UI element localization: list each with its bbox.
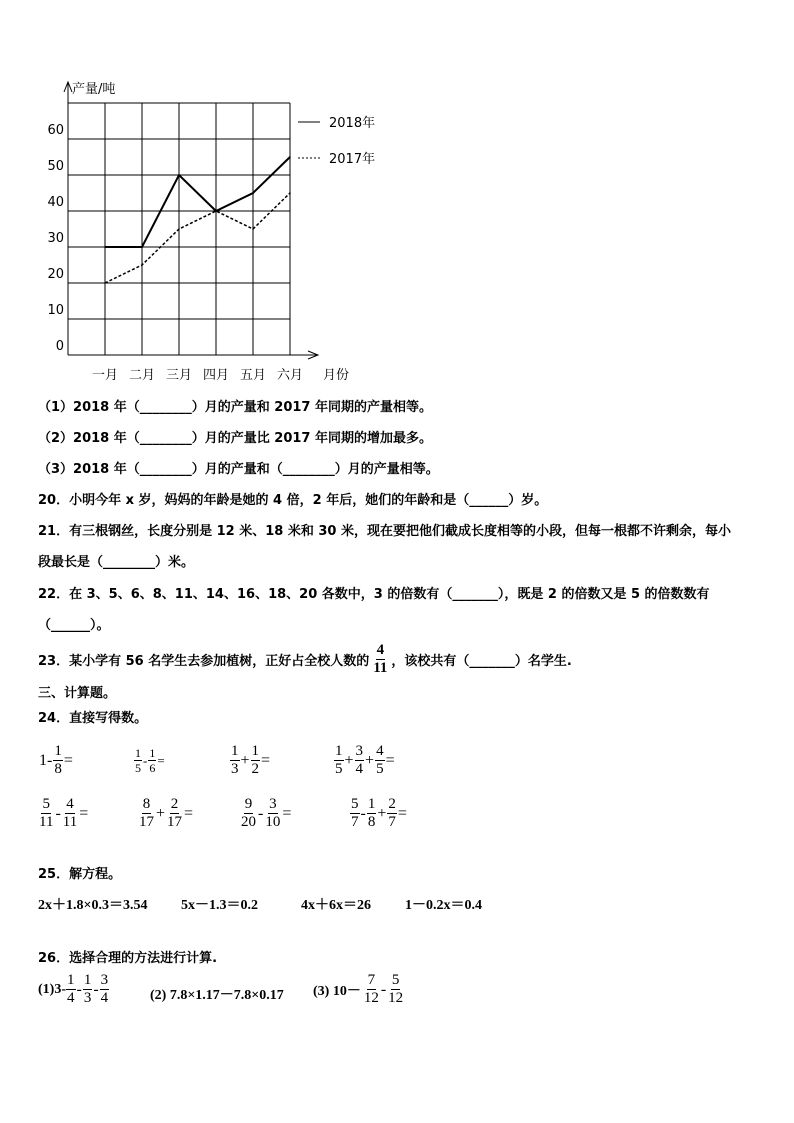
x-category-label: 一月 (91, 368, 119, 383)
q24-r2-c: $\frac{9}{20}$ - $\frac{3}{10}$ = (241, 796, 292, 830)
q24-r1-d: $\frac{1}{5}$ + $\frac{3}{4}$ + $\frac{4}{5}$ = (335, 743, 395, 777)
x-category-label: 五月 (239, 368, 267, 383)
section-3-heading: 三、计算题。 (38, 686, 117, 701)
q19-part3: （3）2018 年（________）月的产量和（________）月的产量相等。 (38, 462, 439, 477)
y-tick-label: 50 (47, 159, 64, 174)
equation-3: 4x＋6x＝26 (301, 898, 371, 913)
data-point-2017年-二月 (141, 264, 143, 266)
data-point-2018年-二月 (141, 246, 143, 248)
y-tick-label: 40 (47, 195, 64, 210)
y-axis-label: 产量/吨 (72, 82, 116, 97)
legend-label: 2018年 (329, 116, 376, 131)
data-point-2017年-六月 (289, 192, 291, 194)
legend-label: 2017年 (329, 152, 376, 167)
series-line-2017年 (105, 193, 290, 283)
q24-r1-a: 1- $\frac{1}{8}$ = (39, 743, 73, 777)
q24-r2-d: $\frac{5}{7}$ - $\frac{1}{8}$ + $\frac{2}{7}$ = (351, 796, 407, 830)
q26-expr-3: (3) 10－ $\frac{7}{12}$ - $\frac{5}{12}$ (313, 972, 404, 1006)
question-22-line2: （______）。 (38, 618, 110, 633)
data-point-2018年-五月 (252, 192, 254, 194)
equation-2: 5x－1.3＝0.2 (181, 898, 258, 913)
q24-r1-c: $\frac{1}{3}$ + $\frac{1}{2}$ = (231, 743, 271, 777)
question-26-title: 26．选择合理的方法进行计算. (38, 951, 218, 966)
y-tick-label: 30 (47, 231, 64, 246)
q24-r1-b: $\frac{1}{5}$ - $\frac{1}{6}$ = (135, 746, 165, 775)
q23-text-before: 23．某小学有 56 名学生去参加植树，正好占全校人数的 (38, 654, 370, 669)
q19-part1: （1）2018 年（________）月的产量和 2017 年同期的产量相等。 (38, 400, 432, 415)
data-point-2017年-五月 (252, 228, 254, 230)
y-tick-label: 0 (55, 339, 64, 354)
x-category-label: 六月 (276, 368, 304, 383)
x-category-labels (92, 368, 303, 383)
x-category-label: 二月 (128, 368, 156, 383)
x-category-label: 三月 (165, 368, 193, 383)
x-axis-label: 月份 (323, 368, 350, 383)
q24-r2-b: $\frac{8}{17}$ + $\frac{2}{17}$ = (139, 796, 194, 830)
y-tick-label: 10 (47, 303, 64, 318)
y-tick-label: 20 (47, 267, 64, 282)
series-line-2018年 (105, 157, 290, 247)
y-tick-label: 60 (47, 123, 64, 138)
q26-expr-2: (2) 7.8×1.17－7.8×0.17 (150, 988, 284, 1003)
equation-1: 2x＋1.8×0.3＝3.54 (38, 898, 148, 913)
equation-4: 1－0.2x＝0.4 (405, 898, 482, 913)
q23-fraction: $\frac{4}{11}$ (373, 642, 388, 676)
data-point-2017年-四月 (215, 210, 217, 212)
q23-text-after: ，该校共有（_______）名学生. (391, 654, 572, 669)
question-20: 20．小明今年 x 岁，妈妈的年龄是她的 4 倍，2 年后，她们的年龄和是（______）岁。 (38, 493, 548, 508)
question-22-line1: 22．在 3、5、6、8、11、14、16、18、20 各数中，3 的倍数有（_______），既是 2 的倍数又是 5 的倍数数有 (38, 587, 710, 602)
q19-part2: （2）2018 年（________）月的产量比 2017 年同期的增加最多。 (38, 431, 432, 446)
data-point-2018年-六月 (289, 156, 291, 158)
line-chart (0, 0, 400, 390)
data-point-2017年-一月 (104, 282, 106, 284)
question-23 (38, 642, 572, 677)
data-point-2018年-三月 (178, 174, 180, 176)
x-category-label: 四月 (202, 368, 230, 383)
question-24-title: 24．直接写得数。 (38, 711, 148, 726)
question-21-line2: 段最长是（________）米。 (38, 555, 195, 570)
data-point-2017年-三月 (178, 228, 180, 230)
data-point-2018年-一月 (104, 246, 106, 248)
q26-expr-1: (1)3- $\frac{1}{4}$ - $\frac{1}{3}$ - $\frac{3}{4}$ (38, 972, 109, 1006)
question-25-title: 25．解方程。 (38, 867, 122, 882)
chart-axes (64, 82, 318, 359)
y-tick-labels (47, 123, 64, 354)
question-21-line1: 21．有三根钢丝，长度分别是 12 米、18 米和 30 米，现在要把他们截成长度相等的小段，但每一根都不许剩余，每小 (38, 524, 731, 539)
chart-legend (298, 115, 375, 167)
q24-r2-a: $\frac{5}{11}$ - $\frac{4}{11}$ = (39, 796, 89, 830)
